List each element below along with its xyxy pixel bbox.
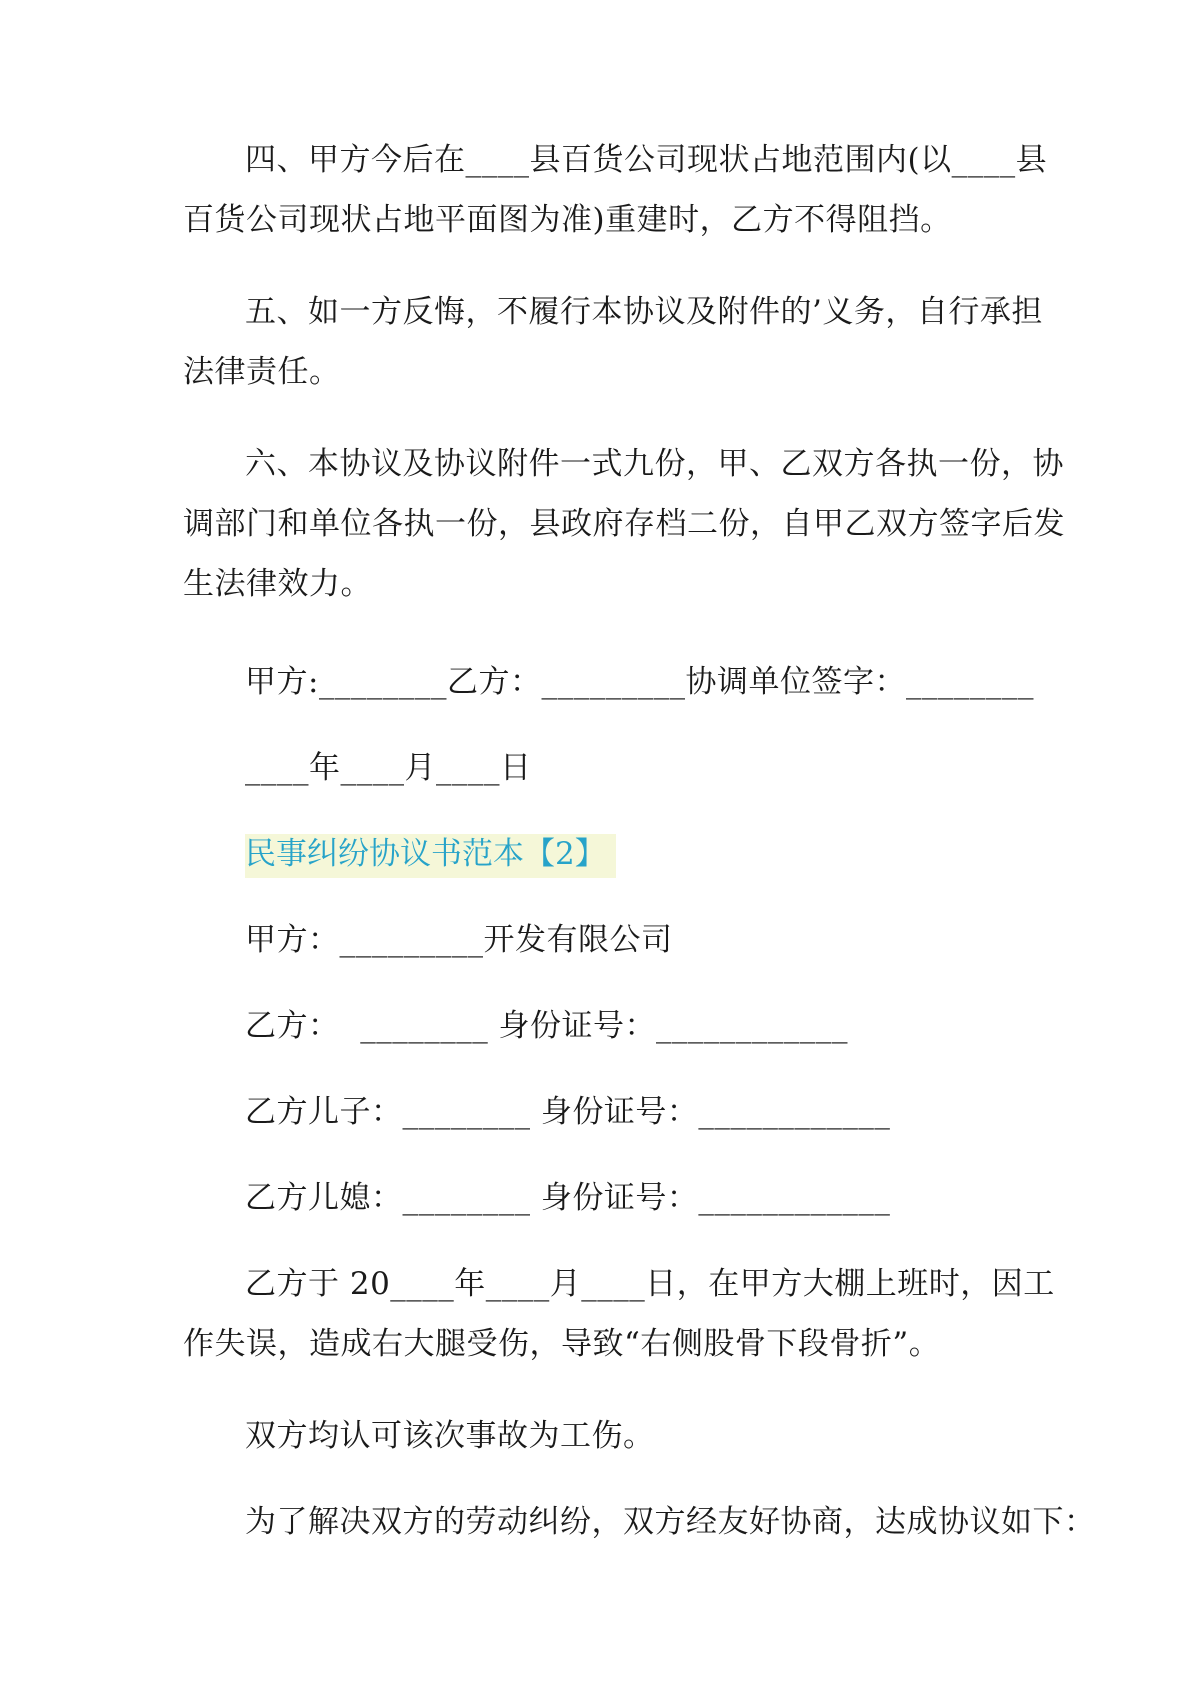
clause-six-line-3: 生法律效力。 <box>183 566 372 602</box>
incident-line-1: 乙方于 20____年____月____日，在甲方大棚上班时，因工 <box>245 1266 1055 1302</box>
clause-four-line-1: 四、甲方今后在____县百货公司现状占地范围内(以____县 <box>245 142 1048 178</box>
resolution-line: 为了解决双方的劳动纠纷，双方经友好协商，达成协议如下： <box>245 1504 1096 1540</box>
signature-line: 甲方:________乙方：_________协调单位签字：________ <box>245 664 1034 700</box>
clause-six-line-2: 调部门和单位各执一份，县政府存档二份，自甲乙双方签字后发 <box>183 506 1065 542</box>
clause-four-line-2: 百货公司现状占地平面图为准)重建时，乙方不得阻挡。 <box>183 202 952 238</box>
party-b-daughter-in-law-line: 乙方儿媳：________ 身份证号：____________ <box>245 1180 891 1216</box>
section-heading: 民事纠纷协议书范本【2】 <box>245 834 616 878</box>
party-b-son-line: 乙方儿子：________ 身份证号：____________ <box>245 1094 891 1130</box>
clause-six-line-1: 六、本协议及协议附件一式九份，甲、乙双方各执一份，协 <box>245 446 1064 482</box>
date-line: ____年____月____日 <box>245 750 532 786</box>
recognition-line: 双方均认可该次事故为工伤。 <box>245 1418 655 1454</box>
clause-five-line-2: 法律责任。 <box>183 354 341 390</box>
party-b-line: 乙方： ________ 身份证号：____________ <box>245 1008 849 1044</box>
incident-line-2: 作失误，造成右大腿受伤，导致“右侧股骨下段骨折”。 <box>183 1326 941 1362</box>
clause-five-line-1: 五、如一方反悔，不履行本协议及附件的’义务，自行承担 <box>245 294 1043 330</box>
party-a-line: 甲方：_________开发有限公司 <box>245 922 673 958</box>
